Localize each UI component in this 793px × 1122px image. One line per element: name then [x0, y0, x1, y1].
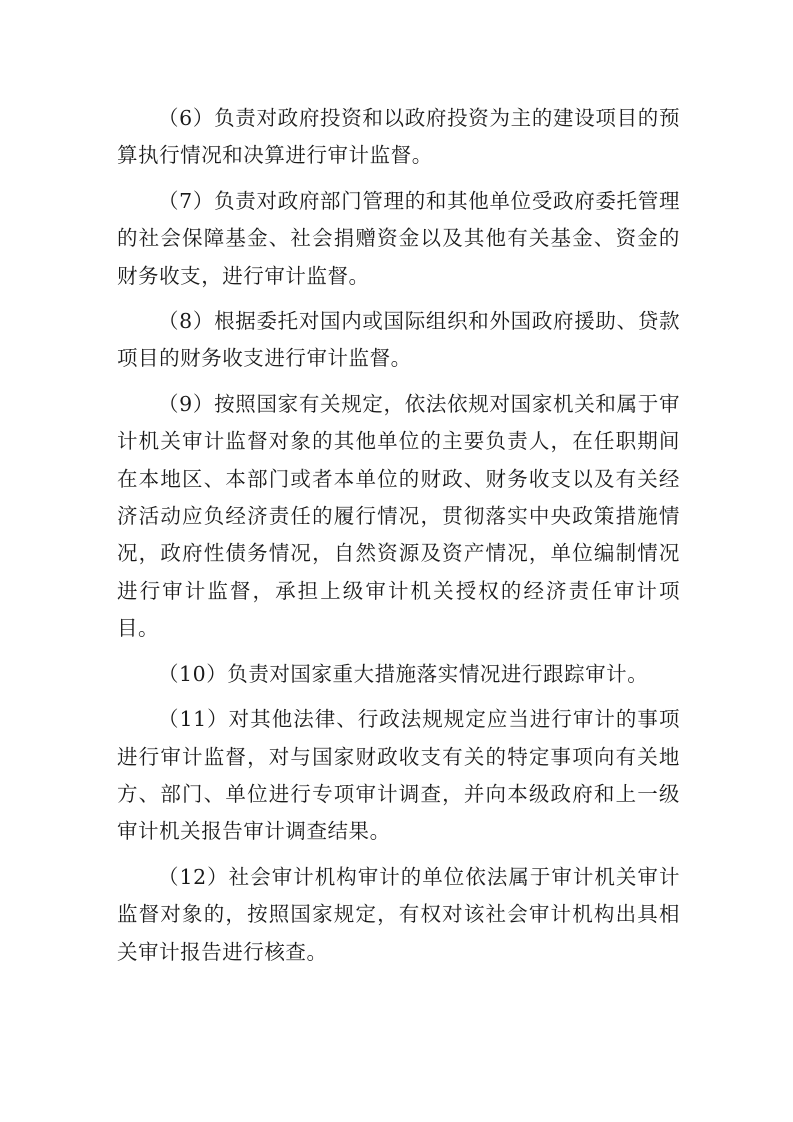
paragraph-item-10: （10）负责对国家重大措施落实情况进行跟踪审计。: [158, 661, 649, 686]
paragraph-item-11: （11）对其他法律、行政法规规定应当进行审计的事项进行审计监督，对与国家财政收支有关的特定事项向有关地方、部门、单位进行专项审计调查，并向本级政府和上一级审计机关报告审计调查结果。: [117, 707, 680, 844]
paragraph-item-6: （6）负责对政府投资和以政府投资为主的建设项目的预算执行情况和决算进行审计监督。: [117, 106, 680, 168]
paragraph-item-9: （9）按照国家有关规定，依法依规对国家机关和属于审计机关审计监督对象的其他单位的主要负责人，在任职期间在本地区、本部门或者本单位的财政、财务收支以及有关经济活动应负经济责任的履行情况，贯彻落实中央政策措施情况，政府性债务情况，自然资源及资产情况，单位编制情况进行审计监督，承担上级审计机关授权的经济责任审计项目。: [117, 391, 680, 641]
paragraph-item-7: （7）负责对政府部门管理的和其他单位受政府委托管理的社会保障基金、社会捐赠资金以及其他有关基金、资金的财务收支，进行审计监督。: [117, 188, 680, 288]
document-body: [117, 100, 680, 971]
paragraph-item-12: （12）社会审计机构审计的单位依法属于审计机关审计监督对象的，按照国家规定，有权对该社会审计机构出具相关审计报告进行核查。: [117, 864, 680, 964]
paragraph-item-8: （8）根据委托对国内或国际组织和外国政府援助、贷款项目的财务收支进行审计监督。: [117, 309, 680, 371]
